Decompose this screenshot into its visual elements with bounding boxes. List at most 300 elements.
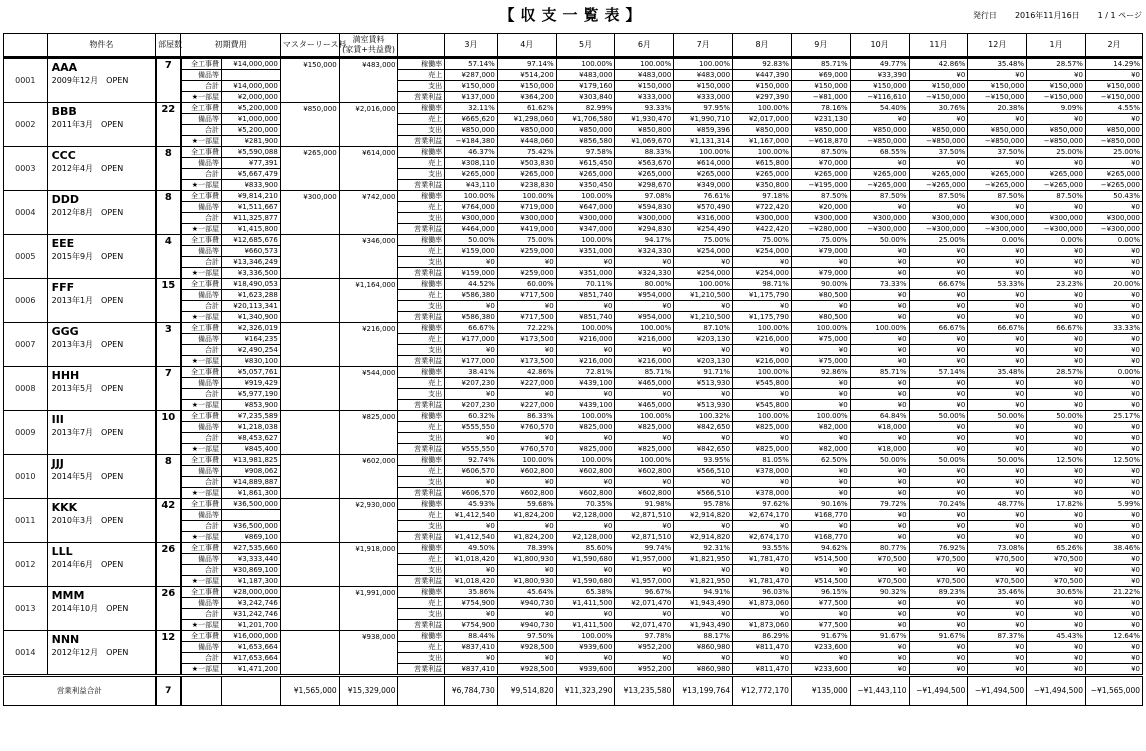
month-value: −¥280,000 — [791, 224, 850, 235]
metric-label: 支出 — [398, 169, 445, 180]
month-value: 76.92% — [909, 543, 968, 554]
month-value: ¥0 — [1085, 268, 1142, 279]
month-value: 59.68% — [497, 499, 556, 510]
cost-value: ¥1,653,664 — [222, 642, 281, 653]
month-value: ¥0 — [850, 510, 909, 521]
month-value: 93.55% — [733, 543, 792, 554]
header-month: 6月 — [615, 34, 674, 58]
month-value: ¥1,873,060 — [733, 620, 792, 631]
full-occupancy-rent: ¥1,918,000 — [339, 543, 398, 587]
month-value: ¥0 — [909, 609, 968, 620]
month-value: −¥150,000 — [1027, 92, 1086, 103]
month-value: ¥0 — [968, 334, 1027, 345]
cost-value: ¥2,000,000 — [222, 92, 281, 103]
month-value: ¥1,821,950 — [674, 576, 733, 587]
month-value: ¥850,000 — [1027, 125, 1086, 136]
month-value: ¥0 — [733, 389, 792, 400]
month-value: 60.00% — [497, 279, 556, 290]
month-value: ¥70,500 — [968, 576, 1027, 587]
month-value: ¥1,175,790 — [733, 312, 792, 323]
month-value: ¥851,740 — [556, 312, 615, 323]
month-value: ¥0 — [791, 565, 850, 576]
month-value: ¥0 — [850, 466, 909, 477]
month-value: ¥614,000 — [674, 158, 733, 169]
full-occupancy-rent: ¥1,991,000 — [339, 587, 398, 631]
month-value: ¥0 — [1085, 70, 1142, 81]
month-value: 90.16% — [791, 499, 850, 510]
month-value: ¥940,730 — [497, 598, 556, 609]
month-value: 91.98% — [615, 499, 674, 510]
month-value: ¥265,000 — [615, 169, 674, 180]
month-value: ¥0 — [1085, 620, 1142, 631]
cost-label: ★一部屋 — [181, 532, 222, 543]
month-value: ¥850,000 — [791, 125, 850, 136]
cost-value: ¥853,900 — [222, 400, 281, 411]
cost-label: 備品等 — [181, 466, 222, 477]
month-value: ¥1,210,500 — [674, 312, 733, 323]
month-value: ¥842,650 — [674, 444, 733, 455]
property-row — [4, 147, 1143, 158]
month-value: ¥300,000 — [850, 213, 909, 224]
total-month: −¥1,494,500 — [909, 676, 968, 706]
month-value: ¥2,128,000 — [556, 532, 615, 543]
month-value: ¥0 — [615, 521, 674, 532]
month-value: ¥0 — [850, 158, 909, 169]
month-value: ¥265,000 — [968, 169, 1027, 180]
month-value: ¥0 — [1027, 521, 1086, 532]
month-value: ¥0 — [968, 312, 1027, 323]
month-value: ¥0 — [1027, 565, 1086, 576]
metric-label: 稼働率 — [398, 543, 445, 554]
cost-label: 全工事費 — [181, 323, 222, 334]
cost-label: ★一部屋 — [181, 488, 222, 499]
total-master-lease: ¥1,565,000 — [280, 676, 339, 706]
month-value: ¥0 — [850, 400, 909, 411]
header-full-rent-sub: (家賃+共益費) — [342, 45, 396, 54]
month-value: ¥265,000 — [791, 169, 850, 180]
metric-label: 支出 — [398, 125, 445, 136]
month-value: ¥0 — [1027, 532, 1086, 543]
month-value: 65.38% — [556, 587, 615, 598]
month-value: ¥0 — [850, 664, 909, 676]
cost-label: 全工事費 — [181, 543, 222, 554]
cost-label: ★一部屋 — [181, 664, 222, 676]
month-value: ¥0 — [733, 477, 792, 488]
month-value: 81.05% — [733, 455, 792, 466]
property-name-cell — [47, 323, 156, 367]
month-value: ¥0 — [1027, 466, 1086, 477]
month-value: ¥0 — [497, 433, 556, 444]
metric-label: 支出 — [398, 389, 445, 400]
room-count: 10 — [156, 411, 181, 455]
month-value: ¥483,000 — [556, 70, 615, 81]
month-value: ¥0 — [1027, 389, 1086, 400]
month-value: 57.14% — [909, 367, 968, 378]
month-value: ¥0 — [1085, 488, 1142, 499]
month-value: ¥0 — [850, 114, 909, 125]
month-value: ¥0 — [1027, 510, 1086, 521]
month-value: 87.37% — [968, 631, 1027, 642]
month-value: ¥0 — [615, 257, 674, 268]
month-value: ¥0 — [556, 345, 615, 356]
metric-label: 支出 — [398, 213, 445, 224]
metric-label: 営業利益 — [398, 400, 445, 411]
month-value: ¥75,000 — [791, 356, 850, 367]
metric-label: 営業利益 — [398, 488, 445, 499]
month-value: ¥0 — [733, 433, 792, 444]
metric-label: 売上 — [398, 246, 445, 257]
cost-label: ★一部屋 — [181, 136, 222, 147]
month-value: ¥77,500 — [791, 598, 850, 609]
metric-label: 支出 — [398, 257, 445, 268]
month-value: ¥0 — [497, 477, 556, 488]
month-value: 96.03% — [733, 587, 792, 598]
full-occupancy-rent: ¥614,000 — [339, 147, 398, 191]
metric-label: 稼働率 — [398, 103, 445, 114]
month-value: −¥618,870 — [791, 136, 850, 147]
month-value: ¥265,000 — [674, 169, 733, 180]
cost-label: 全工事費 — [181, 58, 222, 70]
master-lease-fee — [280, 235, 339, 279]
metric-label: 売上 — [398, 378, 445, 389]
month-value: ¥265,000 — [1027, 169, 1086, 180]
month-value: ¥850,000 — [909, 125, 968, 136]
metric-label: 営業利益 — [398, 312, 445, 323]
month-value: ¥0 — [850, 565, 909, 576]
month-value: ¥80,500 — [791, 290, 850, 301]
month-value: ¥665,620 — [445, 114, 498, 125]
month-value: ¥300,000 — [733, 213, 792, 224]
cost-value: ¥18,490,053 — [222, 279, 281, 290]
header-metric — [398, 34, 445, 58]
cost-value: ¥11,325,877 — [222, 213, 281, 224]
month-value: 100.00% — [733, 411, 792, 422]
cost-label: 合計 — [181, 653, 222, 664]
cost-label: 合計 — [181, 81, 222, 92]
metric-label: 売上 — [398, 290, 445, 301]
month-value: ¥0 — [1085, 114, 1142, 125]
room-count: 15 — [156, 279, 181, 323]
month-value: 4.55% — [1085, 103, 1142, 114]
month-value: ¥238,830 — [497, 180, 556, 191]
month-value: 61.62% — [497, 103, 556, 114]
property-open-date: 2009年12月 OPEN — [51, 76, 129, 85]
full-occupancy-rent: ¥346,000 — [339, 235, 398, 279]
month-value: ¥952,200 — [615, 642, 674, 653]
cost-value: ¥1,340,900 — [222, 312, 281, 323]
month-value: 72.81% — [556, 367, 615, 378]
month-value: ¥0 — [1085, 609, 1142, 620]
month-value: 37.50% — [968, 147, 1027, 158]
header-row — [4, 34, 1143, 58]
month-value: ¥308,110 — [445, 158, 498, 169]
metric-label: 売上 — [398, 202, 445, 213]
total-month: ¥13,235,580 — [615, 676, 674, 706]
month-value: ¥0 — [497, 301, 556, 312]
property-open-date: 2014年5月 OPEN — [51, 472, 124, 481]
month-value: 96.67% — [615, 587, 674, 598]
cost-value: ¥5,590,088 — [222, 147, 281, 158]
metric-label: 営業利益 — [398, 532, 445, 543]
cost-value: ¥36,500,000 — [222, 499, 281, 510]
month-value: ¥70,500 — [968, 554, 1027, 565]
property-open-date: 2013年5月 OPEN — [51, 384, 124, 393]
income-expense-table — [3, 33, 1143, 706]
month-value: ¥0 — [674, 653, 733, 664]
month-value: ¥513,930 — [674, 378, 733, 389]
metric-label: 営業利益 — [398, 356, 445, 367]
month-value: ¥0 — [968, 301, 1027, 312]
month-value: ¥298,670 — [615, 180, 674, 191]
month-value: 38.41% — [445, 367, 498, 378]
month-value: 100.00% — [733, 103, 792, 114]
month-value: 100.00% — [615, 455, 674, 466]
cost-value: ¥30,869,100 — [222, 565, 281, 576]
metric-label: 稼働率 — [398, 367, 445, 378]
month-value: 38.46% — [1085, 543, 1142, 554]
total-full-rent: ¥15,329,000 — [339, 676, 398, 706]
month-value: ¥0 — [1085, 444, 1142, 455]
month-value: 85.71% — [850, 367, 909, 378]
month-value: 100.00% — [733, 367, 792, 378]
month-value: ¥837,410 — [445, 642, 498, 653]
month-value: ¥0 — [1085, 334, 1142, 345]
month-value: 25.00% — [909, 235, 968, 246]
report-meta — [973, 10, 1142, 21]
cost-label: 全工事費 — [181, 631, 222, 642]
month-value: 100.00% — [674, 147, 733, 158]
month-value: ¥0 — [497, 389, 556, 400]
month-value: ¥18,000 — [850, 422, 909, 433]
month-value: −¥850,000 — [968, 136, 1027, 147]
month-value: ¥0 — [1085, 664, 1142, 676]
month-value: 49.50% — [445, 543, 498, 554]
full-occupancy-rent: ¥742,000 — [339, 191, 398, 235]
month-value: ¥0 — [968, 246, 1027, 257]
month-value: 28.57% — [1027, 367, 1086, 378]
property-name: KKK — [51, 501, 78, 514]
month-value: ¥82,000 — [791, 444, 850, 455]
month-value: 85.71% — [615, 367, 674, 378]
property-name-cell — [47, 411, 156, 455]
metric-label: 支出 — [398, 345, 445, 356]
month-value: ¥70,500 — [909, 554, 968, 565]
month-value: ¥811,470 — [733, 664, 792, 676]
month-value: ¥0 — [968, 565, 1027, 576]
month-value: 86.33% — [497, 411, 556, 422]
month-value: ¥1,131,314 — [674, 136, 733, 147]
master-lease-fee — [280, 543, 339, 587]
metric-label: 支出 — [398, 477, 445, 488]
month-value: ¥0 — [850, 620, 909, 631]
month-value: 80.00% — [615, 279, 674, 290]
property-open-date: 2014年6月 OPEN — [51, 560, 124, 569]
month-value: ¥0 — [556, 389, 615, 400]
month-value: 91.67% — [791, 631, 850, 642]
month-value: 88.33% — [615, 147, 674, 158]
month-value: 75.42% — [497, 147, 556, 158]
month-value: 94.17% — [615, 235, 674, 246]
property-id: 0003 — [4, 147, 48, 191]
month-value: 35.86% — [445, 587, 498, 598]
month-value: ¥0 — [1027, 290, 1086, 301]
property-name-cell — [47, 367, 156, 411]
month-value: ¥0 — [791, 345, 850, 356]
month-value: ¥860,980 — [674, 664, 733, 676]
month-value: ¥503,830 — [497, 158, 556, 169]
month-value: ¥150,000 — [674, 81, 733, 92]
month-value: ¥168,770 — [791, 532, 850, 543]
month-value: 12.50% — [1085, 455, 1142, 466]
property-open-date: 2011年3月 OPEN — [51, 120, 124, 129]
month-value: ¥1,930,470 — [615, 114, 674, 125]
month-value: 87.10% — [674, 323, 733, 334]
month-value: ¥0 — [615, 565, 674, 576]
month-value: ¥20,000 — [791, 202, 850, 213]
property-rows — [4, 58, 1143, 676]
month-value: ¥825,000 — [615, 422, 674, 433]
property-row — [4, 499, 1143, 510]
month-value: 60.32% — [445, 411, 498, 422]
property-row — [4, 191, 1143, 202]
header-month: 11月 — [909, 34, 968, 58]
cost-label: 備品等 — [181, 202, 222, 213]
month-value: ¥0 — [556, 653, 615, 664]
month-value: ¥294,830 — [615, 224, 674, 235]
month-value: 100.00% — [733, 147, 792, 158]
month-value: ¥2,071,470 — [615, 620, 674, 631]
month-value: ¥0 — [556, 301, 615, 312]
month-value: ¥265,000 — [445, 169, 498, 180]
month-value: ¥0 — [909, 268, 968, 279]
month-value: ¥0 — [968, 598, 1027, 609]
month-value: ¥717,500 — [497, 312, 556, 323]
month-value: ¥300,000 — [556, 213, 615, 224]
cost-value: ¥27,535,660 — [222, 543, 281, 554]
header-month: 12月 — [968, 34, 1027, 58]
metric-label: 稼働率 — [398, 455, 445, 466]
month-value: ¥0 — [1085, 477, 1142, 488]
cost-value: ¥5,977,190 — [222, 389, 281, 400]
month-value: ¥1,800,930 — [497, 554, 556, 565]
metric-label: 稼働率 — [398, 147, 445, 158]
month-value: ¥1,590,680 — [556, 576, 615, 587]
master-lease-fee: ¥150,000 — [280, 58, 339, 103]
month-value: ¥70,500 — [850, 554, 909, 565]
cost-value: ¥14,889,887 — [222, 477, 281, 488]
month-value: 50.00% — [968, 411, 1027, 422]
month-value: 50.00% — [445, 235, 498, 246]
cost-value: ¥20,113,341 — [222, 301, 281, 312]
metric-label: 稼働率 — [398, 587, 445, 598]
metric-label: 稼働率 — [398, 411, 445, 422]
month-value: ¥586,380 — [445, 290, 498, 301]
month-value: 95.78% — [674, 499, 733, 510]
month-value: ¥0 — [909, 510, 968, 521]
cost-label: 備品等 — [181, 158, 222, 169]
total-month: −¥1,565,000 — [1085, 676, 1142, 706]
month-value: ¥207,230 — [445, 378, 498, 389]
metric-label: 売上 — [398, 510, 445, 521]
month-value: ¥1,781,470 — [733, 554, 792, 565]
month-value: ¥0 — [1027, 345, 1086, 356]
month-value: ¥0 — [1027, 202, 1086, 213]
property-id: 0006 — [4, 279, 48, 323]
month-value: ¥602,800 — [615, 488, 674, 499]
month-value: ¥0 — [1085, 158, 1142, 169]
property-id: 0001 — [4, 58, 48, 103]
cost-label: 備品等 — [181, 598, 222, 609]
month-value: ¥179,160 — [556, 81, 615, 92]
month-value: ¥265,000 — [733, 169, 792, 180]
month-value: ¥837,410 — [445, 664, 498, 676]
month-value: ¥0 — [909, 598, 968, 609]
page-indicator: 1 / 1 ページ — [1097, 11, 1142, 20]
cost-value: ¥9,814,210 — [222, 191, 281, 202]
month-value: 23.23% — [1027, 279, 1086, 290]
month-value: 100.00% — [497, 455, 556, 466]
month-value: ¥825,000 — [615, 444, 674, 455]
month-value: 75.00% — [733, 235, 792, 246]
property-id: 0007 — [4, 323, 48, 367]
month-value: ¥1,411,500 — [556, 598, 615, 609]
cost-value: ¥1,623,288 — [222, 290, 281, 301]
month-value: ¥764,000 — [445, 202, 498, 213]
month-value: 100.00% — [674, 279, 733, 290]
month-value: 75.00% — [674, 235, 733, 246]
total-month: ¥9,514,820 — [497, 676, 556, 706]
month-value: ¥364,200 — [497, 92, 556, 103]
month-value: ¥0 — [615, 389, 674, 400]
month-value: ¥1,821,950 — [674, 554, 733, 565]
month-value: −¥265,000 — [1027, 180, 1086, 191]
cost-value: ¥36,500,000 — [222, 521, 281, 532]
month-value: 42.86% — [497, 367, 556, 378]
metric-label: 売上 — [398, 466, 445, 477]
master-lease-fee — [280, 631, 339, 676]
month-value: ¥0 — [909, 565, 968, 576]
month-value: ¥203,130 — [674, 334, 733, 345]
month-value: ¥0 — [497, 565, 556, 576]
month-value: 100.00% — [556, 631, 615, 642]
month-value: ¥0 — [909, 642, 968, 653]
month-value: ¥0 — [1027, 257, 1086, 268]
month-value: ¥0 — [791, 400, 850, 411]
month-value: ¥842,650 — [674, 422, 733, 433]
month-value: ¥203,130 — [674, 356, 733, 367]
month-value: ¥2,017,000 — [733, 114, 792, 125]
property-name: EEE — [51, 237, 75, 250]
cost-label: ★一部屋 — [181, 620, 222, 631]
month-value: ¥159,000 — [445, 246, 498, 257]
month-value: ¥300,000 — [1085, 213, 1142, 224]
month-value: ¥0 — [850, 477, 909, 488]
month-value: ¥0 — [850, 334, 909, 345]
cost-value: ¥830,100 — [222, 356, 281, 367]
property-name: MMM — [51, 589, 85, 602]
month-value: ¥300,000 — [791, 213, 850, 224]
month-value: 76.61% — [674, 191, 733, 202]
property-name: III — [51, 413, 64, 426]
month-value: ¥0 — [445, 477, 498, 488]
metric-label: 売上 — [398, 422, 445, 433]
month-value: 87.50% — [850, 191, 909, 202]
month-value: ¥0 — [850, 598, 909, 609]
cost-label: 全工事費 — [181, 499, 222, 510]
month-value: 50.00% — [850, 455, 909, 466]
month-value: ¥825,000 — [556, 444, 615, 455]
month-value: ¥254,490 — [674, 224, 733, 235]
